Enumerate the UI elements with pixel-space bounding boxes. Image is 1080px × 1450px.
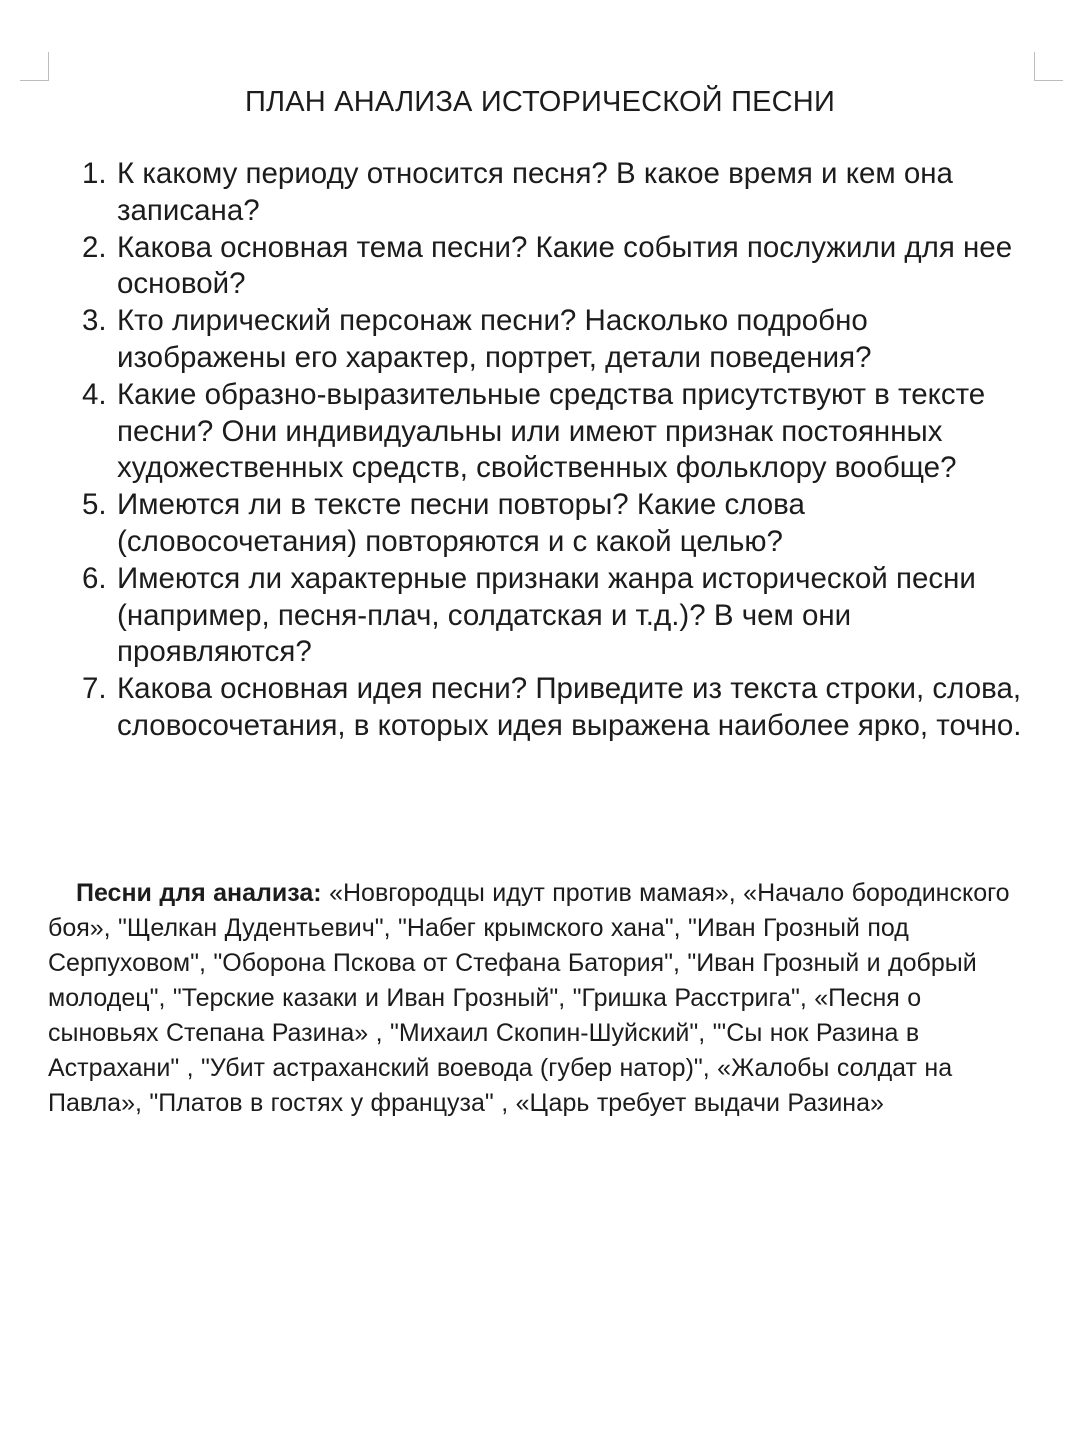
plan-item-number: 5. <box>82 488 107 522</box>
plan-item-text: Какова основная идея песни? Приведите из текста строки, слова, словосочетания, в которых идея выражена наиболее ярко, точно. <box>117 672 1022 742</box>
plan-item-number: 2. <box>82 230 107 264</box>
plan-item-number: 4. <box>82 377 107 411</box>
plan-item-text: Какие образно-выразительные средства присутствуют в тексте песни? Они индивидуальны или имеют признак постоянных художественных средств, свойственных фольклору вообще? <box>117 377 986 485</box>
songs-label: Песни для анализа: <box>76 879 322 907</box>
plan-item-text: Какова основная тема песни? Какие события послужили для нее основой? <box>117 230 1013 301</box>
plan-item-text: Имеются ли характерные признаки жанра исторической песни (например, песня-плач, солдатская и т.д.)? В чем они проявляются? <box>117 561 976 669</box>
songs-for-analysis-paragraph <box>48 876 1023 1121</box>
plan-item <box>82 303 1042 377</box>
plan-item <box>82 156 1042 230</box>
plan-item <box>82 671 1042 745</box>
page-corner-mark-left <box>20 52 49 81</box>
plan-item-number: 1. <box>82 157 107 190</box>
plan-item-number: 6. <box>82 561 107 595</box>
analysis-plan-list <box>82 156 1042 745</box>
plan-item <box>82 230 1042 304</box>
plan-item-text: Кто лирический персонаж песни? Насколько подробно изображены его характер, портрет, детали поведения? <box>117 304 872 374</box>
plan-item-text: К какому периоду относится песня? В какое время и кем она записана? <box>117 157 953 227</box>
plan-item-number: 3. <box>82 304 107 338</box>
plan-item-text: Имеются ли в тексте песни повторы? Какие слова (словосочетания) повторяются и с какой целью? <box>117 488 805 558</box>
plan-item-number: 7. <box>82 672 107 706</box>
songs-list-text: «Новгородцы идут против мамая», «Начало бородинского боя», "Щелкан Дудентьевич", "Набег крымского хана", "Иван Грозный под Серпуховом", "Оборона Пскова от Стефана Батория", "Иван Грозный и добрый молодец", "Терские казаки и Иван Грозный", "Гришка Расстрига", «Песня о сыновьях Степана Разина» , "Михаил Скопин-Шуйский", "'Сы нок Разина в Астрахани" , "Убит астраханский воевода (губер натор)", «Жалобы солдат на Павла», "Платов в гостях у француза" , «Царь требует выдачи Разина» <box>48 879 1010 1117</box>
page-title: ПЛАН АНАЛИЗА ИСТОРИЧЕСКОЙ ПЕСНИ <box>244 86 835 118</box>
plan-item <box>82 377 1042 487</box>
plan-item <box>82 561 1042 671</box>
page-corner-mark-right <box>1034 52 1063 81</box>
plan-item <box>82 487 1042 561</box>
